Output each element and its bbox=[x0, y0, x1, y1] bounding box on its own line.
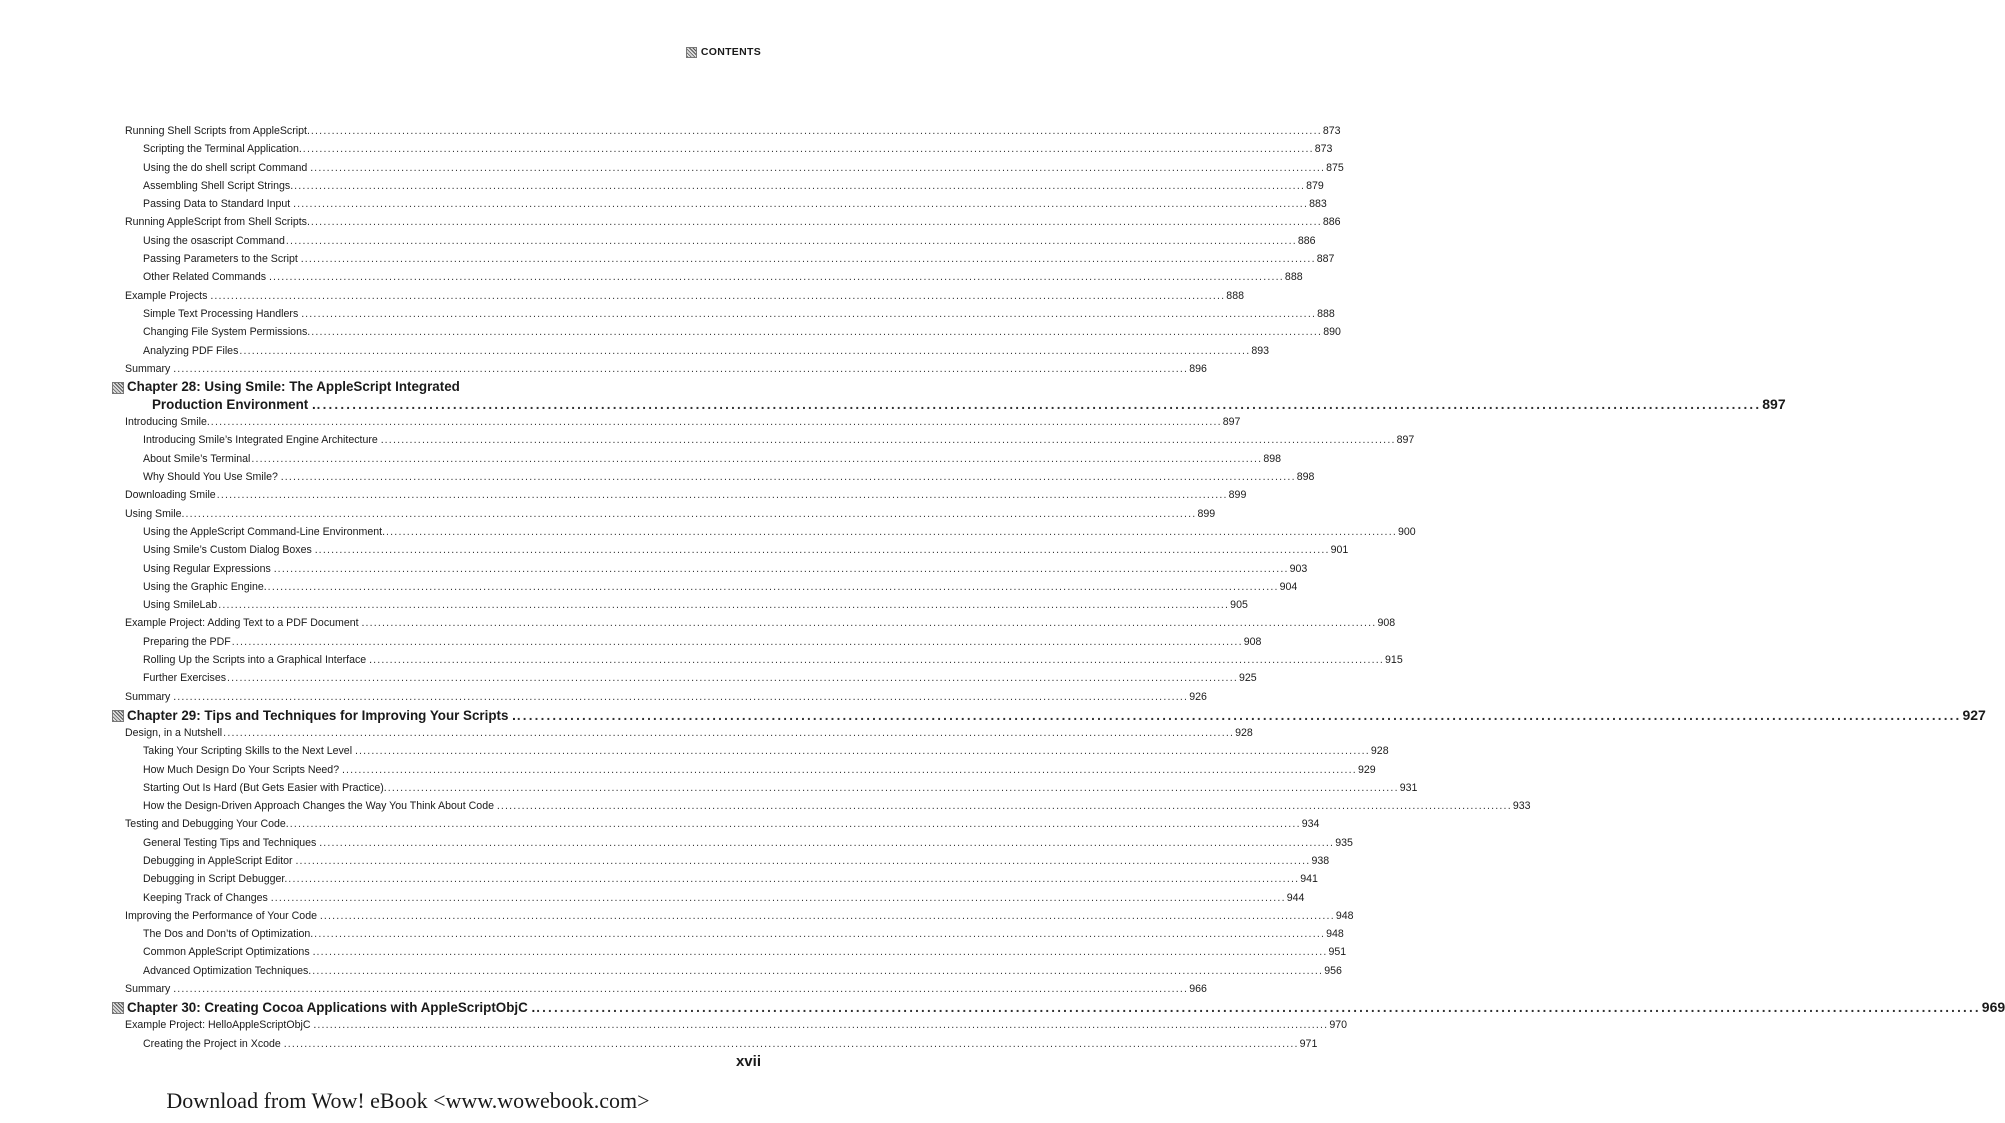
leader-dots bbox=[305, 305, 1316, 323]
toc-entry[interactable] bbox=[112, 468, 1315, 486]
leader-dots bbox=[285, 468, 1296, 486]
page-number: 887 bbox=[1316, 253, 1335, 266]
toc-entry-title: Using Regular Expressions . bbox=[143, 562, 277, 575]
toc-entry-title: Taking Your Scripting Skills to the Next Level . bbox=[143, 745, 358, 758]
chapter-marker-icon bbox=[112, 1002, 124, 1014]
toc-entry[interactable] bbox=[112, 560, 1308, 578]
toc-entry-title: Why Should You Use Smile? . bbox=[143, 471, 284, 484]
toc-entry-title: The Dos and Don’ts of Optimization. bbox=[143, 928, 314, 941]
toc-entry[interactable] bbox=[112, 943, 1347, 961]
page-number: 897 bbox=[1762, 396, 1786, 413]
toc-entry[interactable] bbox=[112, 250, 1335, 268]
toc-entry[interactable] bbox=[112, 779, 1418, 797]
running-head bbox=[686, 46, 761, 58]
toc-entry-title: Example Projects . bbox=[125, 289, 214, 302]
toc-entry-title: About Smile’s Terminal bbox=[143, 452, 251, 465]
toc-entry[interactable] bbox=[112, 360, 1207, 378]
chapter-28-title-line2: Production Environment . ..... 897 bbox=[127, 395, 1786, 413]
toc-entry-title: Introducing Smile’s Integrated Engine Architecture . bbox=[143, 434, 384, 447]
table-of-contents bbox=[112, 122, 2005, 1053]
leader-dots bbox=[319, 541, 1330, 559]
leader-dots bbox=[365, 614, 1376, 632]
toc-entry[interactable] bbox=[112, 688, 1207, 706]
toc-entry[interactable] bbox=[112, 925, 1344, 943]
leader-dots bbox=[288, 1035, 1299, 1053]
leader-dots bbox=[286, 232, 1297, 250]
toc-group-ch29 bbox=[112, 724, 1531, 998]
toc-entry-title: Debugging in AppleScript Editor . bbox=[143, 854, 299, 867]
leader-dots bbox=[312, 962, 1323, 980]
page-number: 899 bbox=[1197, 507, 1216, 520]
toc-entry-title: Downloading Smile bbox=[125, 489, 216, 502]
leader-dots bbox=[317, 396, 1762, 414]
toc-entry[interactable] bbox=[112, 633, 1262, 651]
toc-entry[interactable] bbox=[112, 889, 1305, 907]
leader-dots bbox=[314, 159, 1325, 177]
toc-entry-title: Starting Out Is Hard (But Gets Easier with Practice). bbox=[143, 781, 387, 794]
toc-entry-title: Summary . bbox=[125, 362, 177, 375]
page-number: 893 bbox=[1251, 344, 1270, 357]
toc-entry[interactable] bbox=[112, 287, 1244, 305]
toc-entry[interactable] bbox=[112, 724, 1253, 742]
toc-entry-title: Creating the Project in Xcode . bbox=[143, 1037, 287, 1050]
toc-entry-title: Rolling Up the Scripts into a Graphical Interface . bbox=[143, 654, 373, 667]
leader-dots bbox=[214, 287, 1225, 305]
toc-entry-title: How Much Design Do Your Scripts Need? . bbox=[143, 763, 345, 776]
page-number: 873 bbox=[1314, 143, 1333, 156]
leader-dots bbox=[324, 907, 1335, 925]
toc-entry-title: Passing Parameters to the Script . bbox=[143, 253, 304, 266]
download-footer: Download from Wow! eBook <www.wowebook.com> bbox=[166, 1088, 650, 1113]
chapter-29-heading[interactable] bbox=[112, 706, 1986, 724]
toc-entry-title: Improving the Performance of Your Code . bbox=[125, 909, 323, 922]
toc-entry[interactable] bbox=[112, 122, 1341, 140]
leader-dots bbox=[311, 122, 1322, 140]
page-number: 926 bbox=[1189, 690, 1207, 703]
toc-entry[interactable] bbox=[112, 962, 1342, 980]
toc-entry[interactable] bbox=[112, 578, 1298, 596]
page-number: 927 bbox=[1962, 706, 1986, 723]
chapter-marker-icon bbox=[112, 382, 124, 394]
toc-entry[interactable] bbox=[112, 834, 1353, 852]
leader-dots bbox=[185, 505, 1196, 523]
leader-dots bbox=[177, 360, 1188, 378]
page-number: 934 bbox=[1301, 818, 1320, 831]
toc-entry[interactable] bbox=[112, 1035, 1318, 1053]
leader-dots bbox=[317, 943, 1328, 961]
toc-entry[interactable] bbox=[112, 342, 1270, 360]
toc-entry[interactable] bbox=[112, 305, 1335, 323]
toc-entry[interactable] bbox=[112, 486, 1247, 504]
leader-dots bbox=[218, 596, 1229, 614]
toc-entry[interactable] bbox=[112, 870, 1318, 888]
toc-entry-title: How the Design-Driven Approach Changes the Way You Think About Code . bbox=[143, 800, 500, 813]
leader-dots bbox=[297, 195, 1308, 213]
toc-entry[interactable] bbox=[112, 140, 1333, 158]
toc-entry[interactable] bbox=[112, 195, 1327, 213]
page-number: 886 bbox=[1322, 216, 1341, 229]
page-number: 925 bbox=[1238, 672, 1257, 685]
toc-entry-title: Debugging in Script Debugger. bbox=[143, 873, 288, 886]
toc-entry[interactable] bbox=[112, 596, 1248, 614]
toc-entry[interactable] bbox=[112, 907, 1354, 925]
chapter-marker-icon bbox=[112, 710, 124, 722]
toc-entry-title: Introducing Smile. bbox=[125, 416, 210, 429]
page-number: 897 bbox=[1396, 434, 1415, 447]
toc-entry[interactable] bbox=[112, 669, 1257, 687]
toc-entry-title: Preparing the PDF bbox=[143, 635, 231, 648]
leader-dots bbox=[239, 342, 1250, 360]
leader-dots bbox=[290, 815, 1301, 833]
toc-entry-title: Using SmileLab bbox=[143, 599, 218, 612]
leader-dots bbox=[299, 852, 1310, 870]
toc-entry[interactable] bbox=[112, 213, 1341, 231]
leader-dots bbox=[311, 213, 1322, 231]
toc-entry[interactable] bbox=[112, 651, 1403, 669]
leader-dots bbox=[388, 779, 1399, 797]
toc-entry[interactable] bbox=[112, 742, 1389, 760]
leader-dots bbox=[311, 323, 1322, 341]
toc-entry[interactable] bbox=[112, 505, 1216, 523]
page-number: 956 bbox=[1324, 964, 1342, 977]
page-number: 901 bbox=[1330, 544, 1349, 557]
leader-dots bbox=[177, 688, 1188, 706]
page-number: 896 bbox=[1189, 362, 1207, 375]
page-number: 948 bbox=[1326, 928, 1344, 941]
toc-entry-title: Testing and Debugging Your Code. bbox=[125, 818, 289, 831]
toc-entry-title: Using Smile. bbox=[125, 507, 185, 520]
page-number: 873 bbox=[1322, 125, 1341, 137]
page-number: 948 bbox=[1335, 909, 1354, 922]
leader-dots bbox=[288, 870, 1299, 888]
leader-dots bbox=[517, 707, 1962, 725]
toc-entry-title: Keeping Track of Changes . bbox=[143, 891, 274, 904]
page-number: 908 bbox=[1377, 617, 1396, 630]
page-number: 935 bbox=[1335, 836, 1353, 849]
leader-dots bbox=[305, 250, 1316, 268]
leader-dots bbox=[501, 797, 1512, 815]
toc-entry[interactable] bbox=[112, 815, 1320, 833]
leader-dots bbox=[323, 834, 1334, 852]
page-number: 890 bbox=[1323, 326, 1341, 339]
leader-dots bbox=[268, 578, 1279, 596]
toc-entry[interactable] bbox=[112, 431, 1415, 449]
toc-entry-title: Scripting the Terminal Application. bbox=[143, 143, 302, 156]
page-number: 888 bbox=[1226, 289, 1244, 302]
toc-entry-title: Changing File System Permissions. bbox=[143, 326, 311, 339]
toc-entry-title: Other Related Commands . bbox=[143, 271, 272, 284]
toc-entry-title: Using the Graphic Engine. bbox=[143, 580, 267, 593]
toc-entry-title: Simple Text Processing Handlers . bbox=[143, 307, 305, 320]
toc-entry[interactable] bbox=[112, 323, 1341, 341]
chapter-30-heading[interactable] bbox=[112, 998, 2005, 1016]
leader-dots bbox=[303, 140, 1314, 158]
toc-entry[interactable] bbox=[112, 159, 1344, 177]
toc-entry-title: Using the osascript Command bbox=[143, 234, 285, 247]
leader-dots bbox=[211, 413, 1222, 431]
toc-entry-title: Example Project: Adding Text to a PDF Document . bbox=[125, 617, 365, 630]
leader-dots bbox=[177, 980, 1188, 998]
page-number: 931 bbox=[1399, 781, 1418, 794]
leader-dots bbox=[536, 999, 1981, 1017]
toc-entry[interactable] bbox=[112, 268, 1303, 286]
toc-entry-title: Passing Data to Standard Input . bbox=[143, 198, 297, 211]
leader-dots bbox=[359, 742, 1370, 760]
leader-dots bbox=[385, 431, 1396, 449]
toc-entry[interactable] bbox=[112, 232, 1316, 250]
page-number: 904 bbox=[1279, 580, 1298, 593]
toc-entry[interactable] bbox=[112, 761, 1376, 779]
chapter-30-title: Chapter 30: Creating Cocoa Applications with AppleScriptObjC . bbox=[127, 1000, 536, 1016]
toc-entry[interactable] bbox=[112, 852, 1330, 870]
leader-dots bbox=[227, 669, 1238, 687]
page-number: 875 bbox=[1326, 161, 1344, 174]
toc-group-ch30 bbox=[112, 1016, 1348, 1053]
toc-entry[interactable] bbox=[112, 541, 1349, 559]
leader-dots bbox=[386, 523, 1397, 541]
leader-dots bbox=[317, 1016, 1328, 1034]
page-number: 929 bbox=[1357, 763, 1376, 776]
toc-entry-title: Using Smile’s Custom Dialog Boxes . bbox=[143, 544, 318, 557]
toc-entry[interactable] bbox=[112, 797, 1531, 815]
toc-entry[interactable] bbox=[112, 177, 1324, 195]
page-number: 888 bbox=[1317, 307, 1335, 320]
page-number: 898 bbox=[1263, 452, 1282, 465]
toc-entry-title: Using the do shell script Command . bbox=[143, 161, 314, 174]
toc-entry-title: Common AppleScript Optimizations . bbox=[143, 946, 316, 959]
leader-dots bbox=[232, 633, 1243, 651]
page-number: 905 bbox=[1230, 599, 1248, 612]
toc-entry-title: Using the AppleScript Command-Line Environment. bbox=[143, 525, 386, 538]
toc-entry-title: Example Project: HelloAppleScriptObjC . bbox=[125, 1019, 317, 1032]
toc-entry-title: Running Shell Scripts from AppleScript. bbox=[125, 125, 310, 137]
page-number: 888 bbox=[1284, 271, 1303, 284]
chapter-28-heading[interactable] bbox=[112, 378, 1786, 413]
running-head-label: CONTENTS bbox=[700, 46, 761, 58]
page-number: 966 bbox=[1189, 983, 1207, 996]
toc-entry-title: Summary . bbox=[125, 983, 177, 996]
leader-dots bbox=[275, 889, 1286, 907]
toc-entry[interactable] bbox=[112, 1016, 1348, 1034]
page-number: 944 bbox=[1286, 891, 1305, 904]
page-number: 941 bbox=[1300, 873, 1318, 886]
toc-entry-title: Analyzing PDF Files bbox=[143, 344, 239, 357]
toc-entry-title: Summary . bbox=[125, 690, 177, 703]
leader-dots bbox=[223, 724, 1234, 742]
leader-dots bbox=[373, 651, 1384, 669]
toc-entry-title: Further Exercises bbox=[143, 672, 227, 685]
toc-entry[interactable] bbox=[112, 980, 1207, 998]
toc-group-ch28 bbox=[112, 413, 1416, 706]
toc-entry-title: Advanced Optimization Techniques. bbox=[143, 964, 312, 977]
leader-dots bbox=[217, 486, 1228, 504]
toc-entry-title: Running AppleScript from Shell Scripts. bbox=[125, 216, 310, 229]
page-number: 899 bbox=[1228, 489, 1247, 502]
toc-entry[interactable] bbox=[112, 450, 1282, 468]
page-number: 915 bbox=[1385, 654, 1403, 667]
page-number: 903 bbox=[1289, 562, 1308, 575]
page-number: 971 bbox=[1299, 1037, 1318, 1050]
page-number: 970 bbox=[1329, 1019, 1348, 1032]
page-number: 886 bbox=[1297, 234, 1316, 247]
leader-dots bbox=[273, 268, 1284, 286]
leader-dots bbox=[346, 761, 1357, 779]
toc-entry-title: General Testing Tips and Techniques . bbox=[143, 836, 323, 849]
page-number: 928 bbox=[1370, 745, 1389, 758]
toc-entry[interactable] bbox=[112, 523, 1416, 541]
page-number: 969 bbox=[1981, 999, 2005, 1016]
page-number: 900 bbox=[1397, 525, 1416, 538]
toc-entry-title: Assembling Shell Script Strings. bbox=[143, 179, 294, 192]
toc-entry[interactable] bbox=[112, 614, 1396, 632]
page-number: 938 bbox=[1311, 854, 1330, 867]
toc-group-ch27 bbox=[112, 122, 1344, 378]
leader-dots bbox=[294, 177, 1305, 195]
page-number: 908 bbox=[1243, 635, 1262, 648]
toc-entry[interactable] bbox=[112, 413, 1241, 431]
page-folio: xvii bbox=[735, 1053, 761, 1070]
page-number: 928 bbox=[1235, 726, 1253, 739]
page-number: 883 bbox=[1309, 198, 1327, 211]
toc-entry-title: Design, in a Nutshell bbox=[125, 726, 223, 739]
chapter-28-title-line1: Chapter 28: Using Smile: The AppleScript Integrated bbox=[127, 379, 460, 395]
leader-dots bbox=[278, 560, 1289, 578]
page-number: 898 bbox=[1296, 471, 1315, 484]
leader-dots bbox=[314, 925, 1325, 943]
page-number: 933 bbox=[1512, 800, 1531, 813]
section-marker-icon bbox=[686, 47, 697, 58]
chapter-29-title: Chapter 29: Tips and Techniques for Improving Your Scripts . bbox=[127, 707, 516, 723]
leader-dots bbox=[251, 450, 1262, 468]
page-number: 951 bbox=[1328, 946, 1347, 959]
page-number: 879 bbox=[1306, 179, 1324, 192]
page-number: 897 bbox=[1222, 416, 1241, 429]
